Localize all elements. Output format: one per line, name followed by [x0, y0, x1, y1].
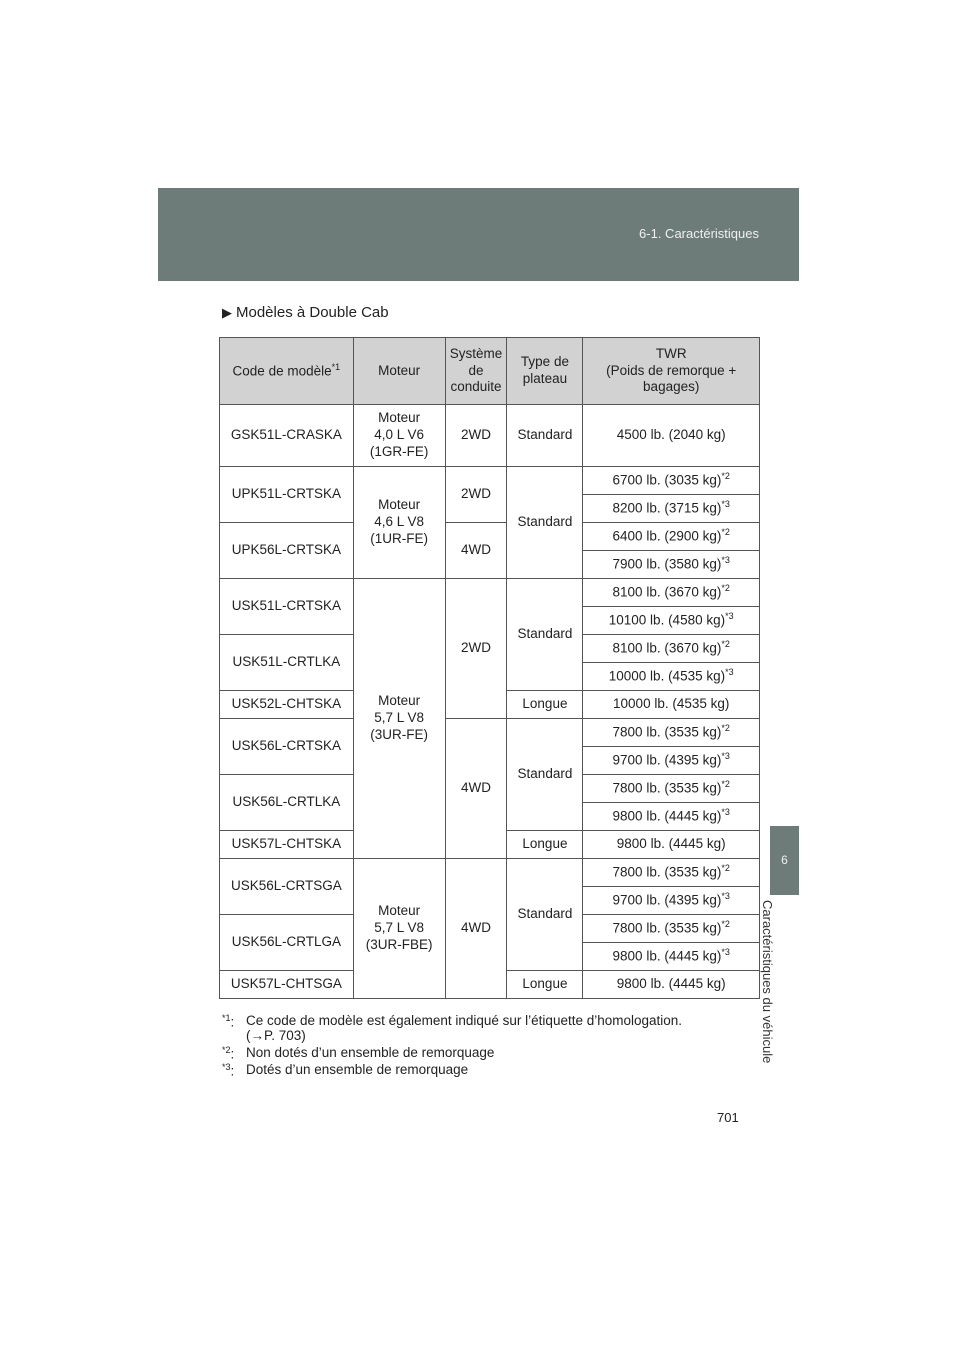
footnote-3: $^{*3}$: Dotés d’un ensemble de remorquage — [222, 1062, 469, 1079]
bed-cell: Longue — [507, 971, 583, 999]
footnotes — [222, 1013, 759, 1079]
table-header-row — [220, 338, 760, 405]
footnote-1-text: Ce code de modèle est également indiqué sur l’étiquette d’homologation. — [246, 1013, 683, 1028]
twr-cell: 6400 lb. (2900 kg)$^{*2}$ — [583, 523, 760, 551]
twr-cell: 8100 lb. (3670 kg)$^{*2}$ — [583, 579, 760, 607]
model-code-cell: USK56L-CRTLGA — [220, 915, 354, 971]
twr-cell: 9800 lb. (4445 kg) — [583, 831, 760, 859]
model-code-cell: USK56L-CRTSGA — [220, 859, 354, 915]
header-bar — [158, 188, 799, 281]
triangle-right-icon: ▶ — [222, 305, 232, 320]
model-code-cell: UPK56L-CRTSKA — [220, 523, 354, 579]
bed-cell: Standard — [507, 405, 583, 467]
bed-cell: Standard — [507, 579, 583, 691]
footnote-3-text: Dotés d’un ensemble de remorquage — [246, 1062, 469, 1077]
drive-cell: 2WD — [445, 467, 507, 523]
header-twr: TWR (Poids de remorque + bagages) — [583, 338, 760, 405]
bed-cell: Longue — [507, 691, 583, 719]
twr-cell: 10100 lb. (4580 kg)$^{*3}$ — [583, 607, 760, 635]
twr-cell: 9800 lb. (4445 kg)$^{*3}$ — [583, 943, 760, 971]
twr-cell: 8200 lb. (3715 kg)$^{*3}$ — [583, 495, 760, 523]
chapter-tab — [770, 826, 799, 895]
header-bed-type: Type de plateau — [507, 338, 583, 405]
twr-cell: 9800 lb. (4445 kg) — [583, 971, 760, 999]
chapter-label-text: Caractéristiques du véhicule — [760, 900, 775, 1064]
twr-cell: 9700 lb. (4395 kg)$^{*3}$ — [583, 747, 760, 775]
bed-cell: Standard — [507, 859, 583, 971]
table-row — [220, 523, 760, 551]
drive-cell: 2WD — [445, 405, 507, 467]
table-row — [220, 467, 760, 495]
footnote-2: $^{*2}$: Non dotés d’un ensemble de remorquage — [222, 1045, 495, 1062]
footnote-1-reference: (→P. 703) — [246, 1028, 306, 1043]
table-row — [220, 859, 760, 887]
footnote-2-text: Non dotés d’un ensemble de remorquage — [246, 1045, 495, 1060]
twr-cell: 9700 lb. (4395 kg)$^{*3}$ — [583, 887, 760, 915]
model-code-cell: GSK51L-CRASKA — [220, 405, 354, 467]
header-engine: Moteur — [353, 338, 445, 405]
twr-cell: 8100 lb. (3670 kg)$^{*2}$ — [583, 635, 760, 663]
twr-cell: 7800 lb. (3535 kg)$^{*2}$ — [583, 859, 760, 887]
drive-cell: 4WD — [445, 523, 507, 579]
drive-cell: 2WD — [445, 579, 507, 719]
engine-cell: Moteur 5,7 L V8 (3UR-FBE) — [353, 859, 445, 999]
table-row — [220, 719, 760, 747]
model-code-cell: USK51L-CRTLKA — [220, 635, 354, 691]
drive-cell: 4WD — [445, 719, 507, 859]
bed-cell: Longue — [507, 831, 583, 859]
page-number: 701 — [717, 1110, 739, 1125]
model-code-cell: USK57L-CHTSGA — [220, 971, 354, 999]
section-title-text: Modèles à Double Cab — [236, 304, 389, 321]
twr-cell: 7900 lb. (3580 kg)$^{*3}$ — [583, 551, 760, 579]
model-code-cell: USK57L-CHTSKA — [220, 831, 354, 859]
model-code-cell: USK56L-CRTSKA — [220, 719, 354, 775]
model-code-cell: USK52L-CHTSKA — [220, 691, 354, 719]
towing-capacity-table — [219, 337, 760, 999]
engine-cell: Moteur 5,7 L V8 (3UR-FE) — [353, 579, 445, 859]
twr-cell: 9800 lb. (4445 kg)$^{*3}$ — [583, 803, 760, 831]
twr-cell: 6700 lb. (3035 kg)$^{*2}$ — [583, 467, 760, 495]
section-title — [222, 304, 389, 321]
engine-cell: Moteur 4,6 L V8 (1UR-FE) — [353, 467, 445, 579]
model-code-cell: UPK51L-CRTSKA — [220, 467, 354, 523]
engine-cell: Moteur 4,0 L V6 (1GR-FE) — [353, 405, 445, 467]
twr-cell: 7800 lb. (3535 kg)$^{*2}$ — [583, 719, 760, 747]
twr-cell: 10000 lb. (4535 kg) — [583, 691, 760, 719]
header-drive-system: Système de conduite — [445, 338, 507, 405]
model-code-cell: USK56L-CRTLKA — [220, 775, 354, 831]
twr-cell: 7800 lb. (3535 kg)$^{*2}$ — [583, 775, 760, 803]
bed-cell: Standard — [507, 719, 583, 831]
twr-cell: 10000 lb. (4535 kg)$^{*3}$ — [583, 663, 760, 691]
twr-cell: 4500 lb. (2040 kg) — [583, 405, 760, 467]
header-model-code: Code de modèle$^{*1}$ — [220, 338, 354, 405]
table-row — [220, 579, 760, 607]
bed-cell: Standard — [507, 467, 583, 579]
twr-cell: 7800 lb. (3535 kg)$^{*2}$ — [583, 915, 760, 943]
footnote-1: $^{*1}$: Ce code de modèle est également indiqué sur l’étiquette d’homologation. (→P. 703) — [222, 1013, 759, 1043]
table-row — [220, 405, 760, 467]
section-header: 6-1. Caractéristiques — [639, 226, 759, 241]
chapter-number: 6 — [781, 853, 788, 867]
model-code-cell: USK51L-CRTSKA — [220, 579, 354, 635]
drive-cell: 4WD — [445, 859, 507, 999]
